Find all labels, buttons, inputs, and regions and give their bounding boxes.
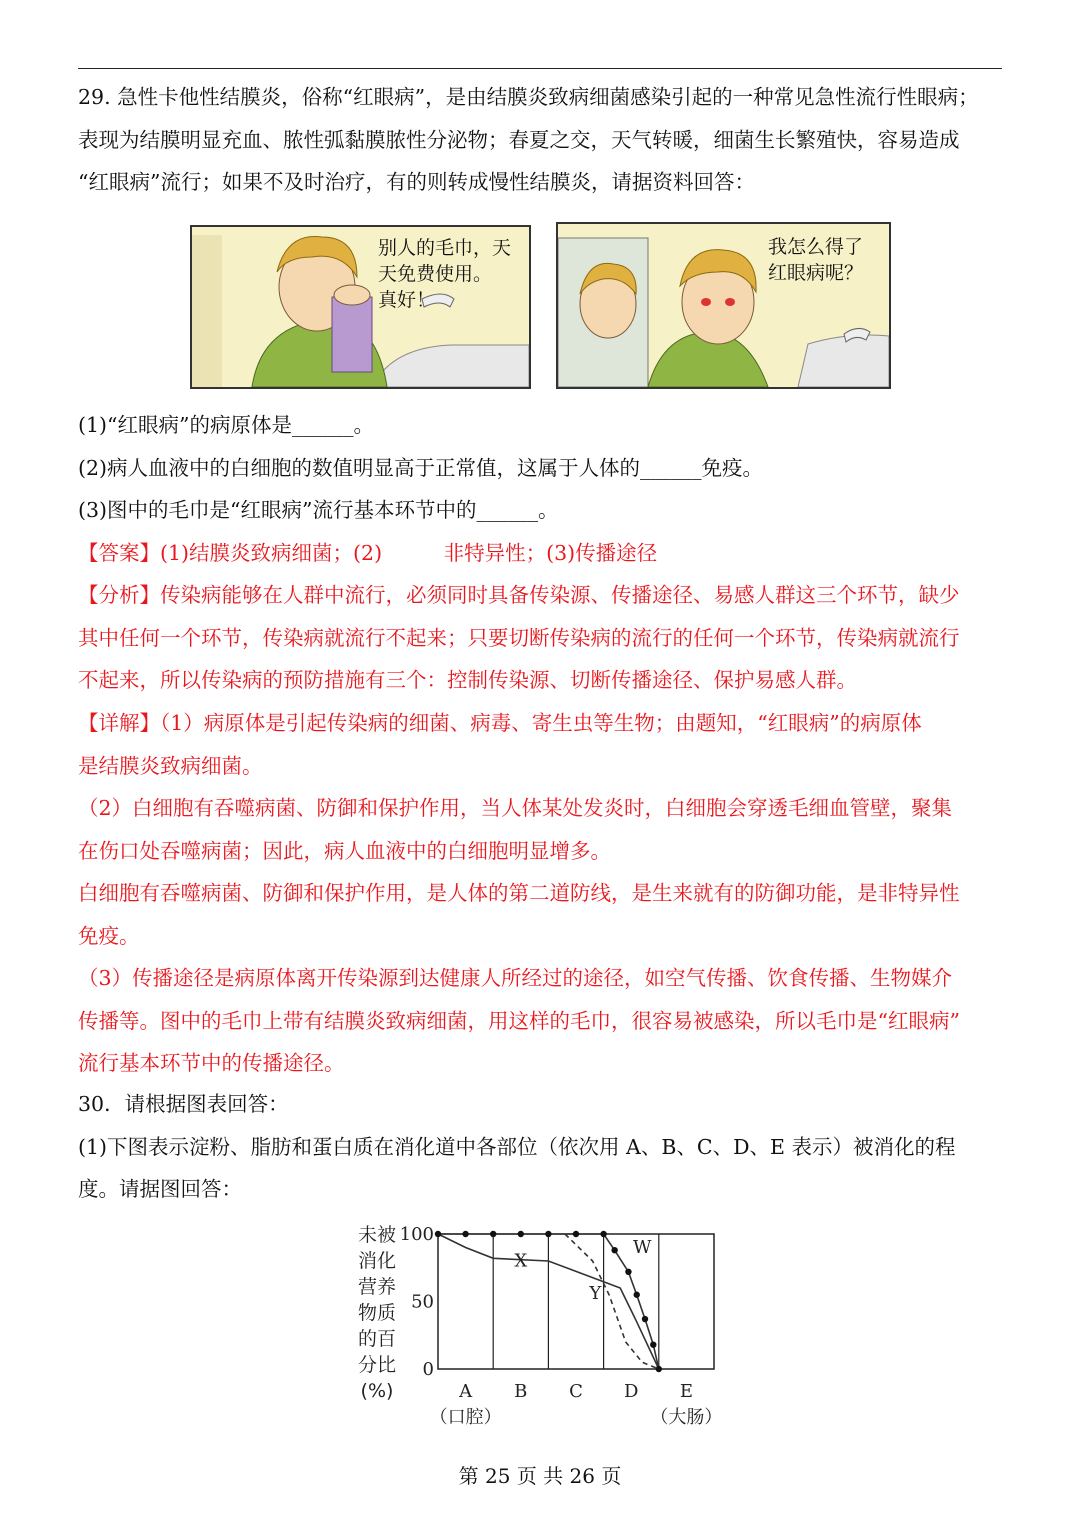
series-point-W bbox=[656, 1366, 662, 1372]
page-footer: 第 25 页 共 26 页 bbox=[458, 1464, 622, 1488]
chart-ylabel: 未被 消化 营养 物质 的百 分比 (%) bbox=[357, 1224, 396, 1402]
series-point-W bbox=[435, 1231, 441, 1237]
x-category-label: B bbox=[514, 1381, 528, 1402]
series-point-W bbox=[462, 1231, 468, 1237]
analysis-label: 【分析】 bbox=[78, 583, 160, 607]
y-tick-label: 0 bbox=[422, 1359, 434, 1380]
y-tick-label: 100 bbox=[400, 1224, 434, 1245]
series-label-Y: Y bbox=[589, 1282, 602, 1304]
digestion-chart bbox=[400, 1215, 740, 1430]
header-rule bbox=[78, 68, 1002, 69]
q30-stem: 30．请根据图表回答： (1)下图表示淀粉、脂肪和蛋白质在消化道中各部位（依次用 A、B、C、D、E 表示）被消化的程 度。请据图回答： bbox=[78, 1092, 956, 1201]
series-label-X: X bbox=[514, 1250, 528, 1272]
x-category-label: C bbox=[569, 1381, 583, 1402]
q29-analysis: 【分析】传染病能够在人群中流行，必须同时具备传染源、传播途径、易感人群这三个环节，缺少 其中任何一个环节，传染病就流行不起来；只要切断传染病的流行的任何一个环节，传染病就流行 不起来，所以传染病的预防措施有三个：控制传染源、切断传播途径、保护易感人群。 bbox=[78, 583, 960, 692]
q29-subquestions: (1)“红眼病”的病原体是______。 (2)病人血液中的白细胞的数值明显高于正常值，这属于人体的______免疫。 (3)图中的毛巾是“红眼病”流行基本环节中的______。 bbox=[78, 413, 764, 522]
q29-stem: 29. 急性卡他性结膜炎，俗称“红眼病”，是由结膜炎致病细菌感染引起的一种常见急性流行性眼病； 表现为结膜明显充血、脓性弧黏膜脓性分泌物；春夏之交，天气转暖，细菌生长繁殖快，容易造成 “红眼病”流行；如果不及时治疗，有的则转成慢性结膜炎，请据资料回答： bbox=[78, 85, 979, 194]
panel2-speech: 我怎么得了 红眼病呢？ bbox=[768, 236, 864, 284]
series-point-W bbox=[625, 1269, 631, 1275]
x-category-label: A bbox=[459, 1381, 473, 1402]
series-label-W: W bbox=[632, 1236, 652, 1258]
series-point-W bbox=[573, 1231, 579, 1237]
x-category-sublabel: （大肠） bbox=[650, 1407, 723, 1428]
cartoon-panel-2 bbox=[556, 222, 891, 389]
series-point-W bbox=[642, 1316, 648, 1322]
plot-frame bbox=[438, 1234, 714, 1369]
answer-label: 【答案】 bbox=[78, 541, 160, 565]
y-tick-label: 50 bbox=[411, 1291, 434, 1313]
series-point-W bbox=[634, 1292, 640, 1298]
cartoon-panel-1 bbox=[190, 225, 531, 389]
series-point-W bbox=[518, 1231, 524, 1237]
series-point-W bbox=[611, 1247, 617, 1253]
x-category-label: D bbox=[623, 1381, 639, 1402]
q29-answer: 【答案】(1)结膜炎致病细菌；(2) 非特异性；(3)传播途径 bbox=[78, 541, 658, 565]
q29-detail: 【详解】（1）病原体是引起传染病的细菌、病毒、寄生虫等生物；由题知，“红眼病”的病原体 是结膜炎致病细菌。 （2）白细胞有吞噬病菌、防御和保护作用，当人体某处发炎时，白细胞会穿透毛细血管壁，聚集 在伤口处吞噬病菌；因此，病人血液中的白细胞明显增多。 白细胞有吞噬病菌、防御和保护作用，是人体的第二道防线，是生来就有的防御功能，是非特异性 免疫。 （3）传播途径是病原体离开传染源到达健康人所经过的途径，如空气传播、饮食传播、生物媒介 传播等。图中的毛巾上带有结膜炎致病细菌，用这样的毛巾，很容易被感染，所以毛巾是“红眼病” 流行基本环节中的传播途径。 bbox=[78, 711, 960, 1075]
x-category-label: E bbox=[679, 1381, 693, 1402]
x-category-sublabel: （口腔） bbox=[429, 1407, 502, 1428]
series-point-W bbox=[545, 1231, 551, 1237]
series-point-W bbox=[650, 1342, 656, 1348]
panel1-speech: 别人的毛巾，天 天免费使用。 真好！ bbox=[378, 237, 512, 311]
series-point-W bbox=[600, 1231, 606, 1237]
detail-label: 【详解】 bbox=[78, 711, 160, 735]
series-point-W bbox=[490, 1231, 496, 1237]
